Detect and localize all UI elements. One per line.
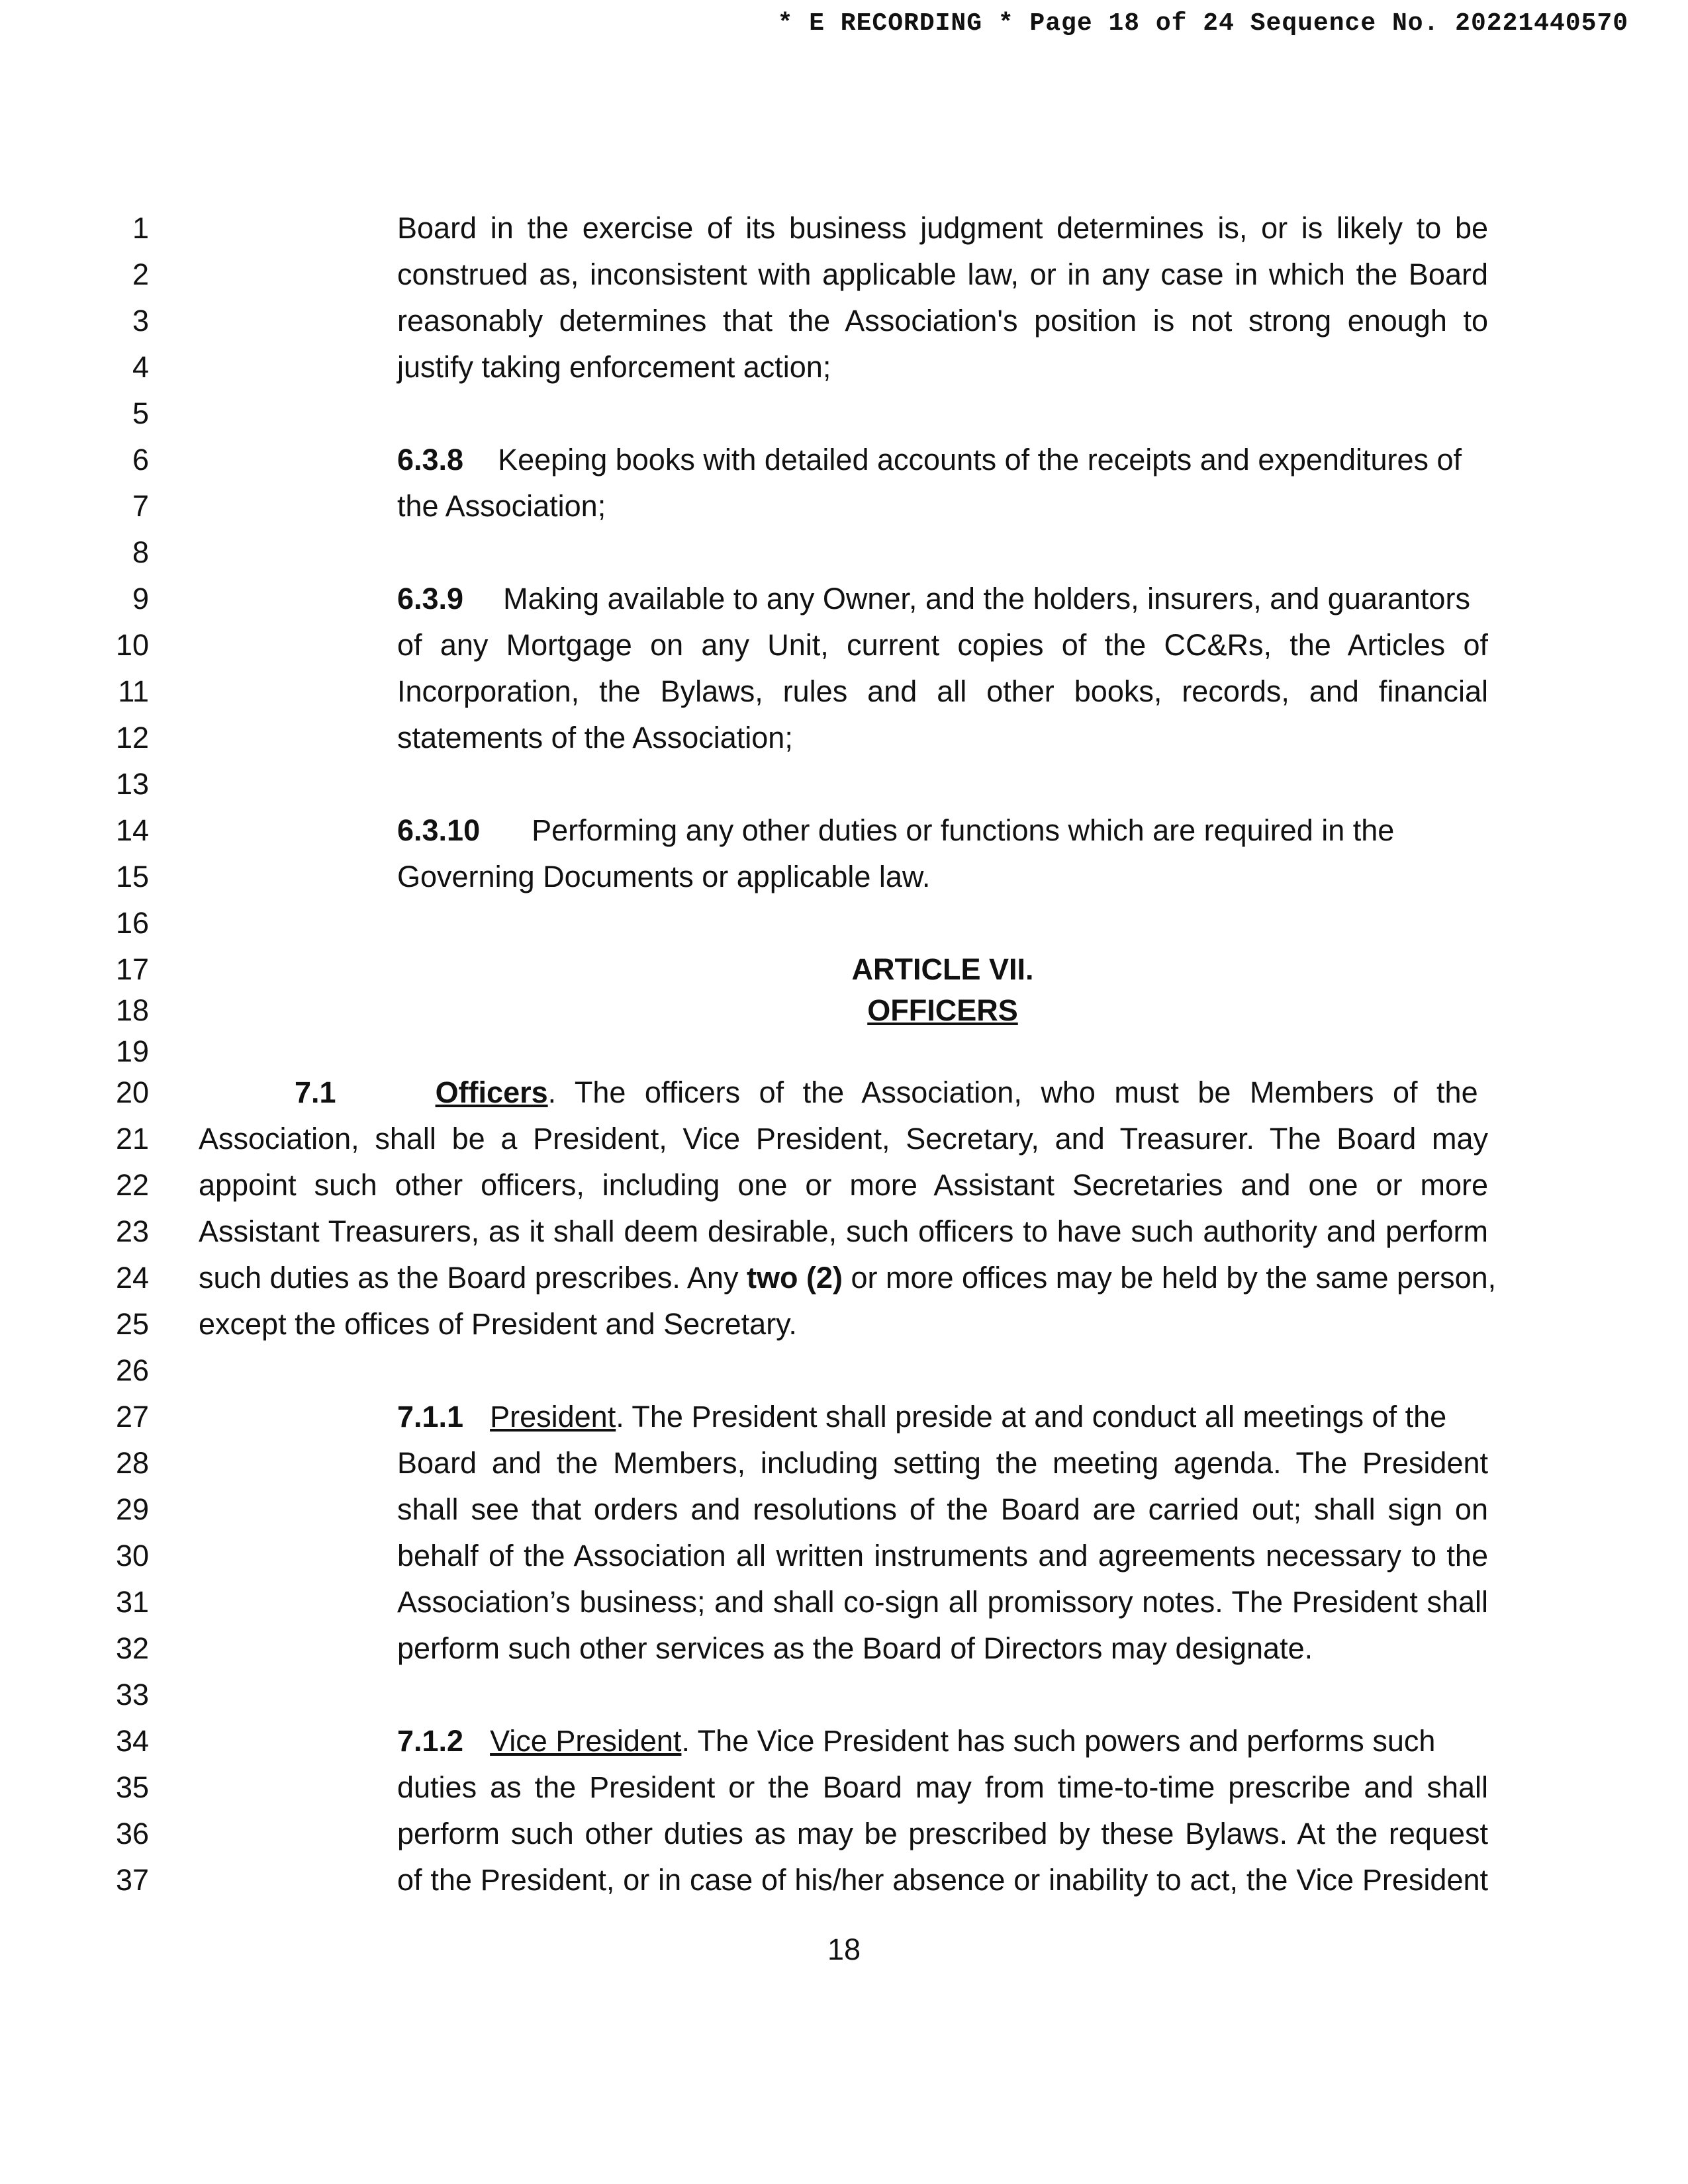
line-number: 19	[115, 1034, 149, 1068]
line-number: 12	[115, 721, 149, 754]
line-number: 31	[115, 1585, 149, 1619]
text-line	[0, 1486, 1688, 1533]
text-line	[0, 715, 1688, 761]
line-number: 33	[115, 1678, 149, 1711]
body-text-line-24	[199, 1255, 1497, 1301]
body-text: Making available to any Owner, and the holders, insurers, and guarantors	[503, 582, 1470, 615]
body-text: Keeping books with detailed accounts of the receipts and expenditures of	[498, 443, 1462, 477]
text-line	[0, 1533, 1688, 1579]
body-text: of the President, or in case of his/her absence or inability to act, the Vice President	[397, 1863, 1488, 1897]
text-line	[0, 1116, 1688, 1162]
text-line	[0, 437, 1688, 483]
text-line	[0, 529, 1688, 576]
body-text: the Association;	[397, 489, 606, 523]
line-number: 24	[115, 1261, 149, 1295]
line-number: 30	[115, 1539, 149, 1572]
line-number: 8	[132, 535, 149, 569]
text-line	[0, 1440, 1688, 1486]
line-number: 4	[132, 350, 149, 384]
text-line	[0, 576, 1688, 622]
text-line	[0, 1028, 1688, 1075]
body-text: behalf of the Association all written instruments and agreements necessary to the	[397, 1539, 1488, 1572]
text-line	[0, 1347, 1688, 1394]
body-text: justify taking enforcement action;	[397, 350, 831, 384]
line-number: 35	[115, 1770, 149, 1804]
text-line	[0, 1069, 1688, 1116]
body-text: except the offices of President and Secretary.	[199, 1307, 797, 1341]
line-number: 3	[132, 304, 149, 338]
text-line	[0, 344, 1688, 390]
line-number: 13	[115, 767, 149, 801]
body-text: perform such other duties as may be prescribed by these Bylaws. At the request	[397, 1817, 1488, 1850]
body-text: duties as the President or the Board may from time-to-time prescribe and shall	[397, 1770, 1488, 1804]
body-text: Board in the exercise of its business judgment determines is, or is likely to be	[397, 211, 1488, 245]
text-line	[0, 390, 1688, 437]
text-line	[0, 807, 1688, 854]
section-6-3-10	[397, 807, 1488, 854]
text-line	[0, 1208, 1688, 1255]
text-line	[0, 622, 1688, 668]
section-7-1-1	[397, 1394, 1488, 1440]
body-text: . The officers of the Association, who must be Members of the	[547, 1075, 1478, 1109]
body-text: or more offices may be held by the same person,	[851, 1261, 1497, 1295]
emphasis-text: two (2)	[746, 1261, 843, 1295]
line-number: 32	[115, 1631, 149, 1665]
text-line	[0, 1579, 1688, 1625]
line-number: 20	[115, 1075, 149, 1109]
line-number: 17	[115, 952, 149, 986]
line-number: 15	[115, 860, 149, 893]
text-line	[0, 1394, 1688, 1440]
text-line	[0, 900, 1688, 946]
text-line	[0, 298, 1688, 344]
text-line	[0, 251, 1688, 298]
section-number: 7.1.2	[397, 1724, 464, 1758]
section-7-1-2	[397, 1718, 1488, 1764]
body-text: construed as, inconsistent with applicable law, or in any case in which the Board	[397, 257, 1488, 291]
text-line	[0, 1857, 1688, 1903]
body-text: statements of the Association;	[397, 721, 793, 754]
article-title-text: OFFICERS	[867, 993, 1018, 1027]
page-number: 18	[827, 1933, 861, 1966]
text-line	[0, 1625, 1688, 1672]
line-number: 36	[115, 1817, 149, 1850]
section-6-3-8	[397, 437, 1488, 483]
recording-header: * E RECORDING * Page 18 of 24 Sequence No. 20221440570	[777, 9, 1628, 38]
line-number: 6	[132, 443, 149, 477]
body-text: Association’s business; and shall co-sign all promissory notes. The President shall	[397, 1585, 1488, 1619]
line-number: 25	[115, 1307, 149, 1341]
section-number: 7.1	[295, 1075, 336, 1109]
section-title: Vice President	[490, 1724, 682, 1758]
body-text: Governing Documents or applicable law.	[397, 860, 931, 893]
line-number: 7	[132, 489, 149, 523]
text-line	[0, 205, 1688, 251]
body-text: reasonably determines that the Association's position is not strong enough to	[397, 304, 1488, 338]
line-number: 27	[115, 1400, 149, 1433]
section-number: 7.1.1	[397, 1400, 464, 1433]
line-number: 23	[115, 1214, 149, 1248]
section-7-1	[295, 1069, 1488, 1116]
section-title: President	[490, 1400, 616, 1433]
text-line	[0, 483, 1688, 529]
text-line	[0, 1811, 1688, 1857]
body-text: . The President shall preside at and conduct all meetings of the	[616, 1400, 1447, 1433]
line-number: 21	[115, 1122, 149, 1156]
article-heading: ARTICLE VII.	[851, 952, 1034, 986]
line-number: 34	[115, 1724, 149, 1758]
body-text: of any Mortgage on any Unit, current copies of the CC&Rs, the Articles of	[397, 628, 1488, 662]
section-6-3-9	[397, 576, 1488, 622]
text-line	[0, 1255, 1688, 1301]
line-number: 10	[115, 628, 149, 662]
section-number: 6.3.10	[397, 813, 481, 847]
text-line	[0, 946, 1688, 993]
text-line	[0, 1672, 1688, 1718]
line-number: 28	[115, 1446, 149, 1480]
line-number: 18	[115, 993, 149, 1027]
line-number: 1	[132, 211, 149, 245]
line-number: 16	[115, 906, 149, 940]
line-number: 5	[132, 396, 149, 430]
article-title	[397, 987, 1488, 1034]
body-text: Incorporation, the Bylaws, rules and all other books, records, and financial	[397, 674, 1488, 708]
text-line	[0, 1764, 1688, 1811]
body-text: . The Vice President has such powers and performs such	[681, 1724, 1436, 1758]
section-number: 6.3.8	[397, 443, 464, 477]
body-text: Association, shall be a President, Vice President, Secretary, and Treasurer. The Board may	[199, 1122, 1488, 1156]
line-number: 11	[118, 674, 149, 708]
line-number: 26	[115, 1353, 149, 1387]
body-text: Board and the Members, including setting the meeting agenda. The President	[397, 1446, 1488, 1480]
text-line	[0, 854, 1688, 900]
section-title: Officers	[435, 1075, 548, 1109]
text-line	[0, 761, 1688, 807]
line-number: 14	[115, 813, 149, 847]
body-text: Assistant Treasurers, as it shall deem desirable, such officers to have such authority and perform	[199, 1214, 1488, 1248]
line-number: 22	[115, 1168, 149, 1202]
line-number: 29	[115, 1492, 149, 1526]
body-text: appoint such other officers, including one or more Assistant Secretaries and one or more	[199, 1168, 1488, 1202]
text-line	[0, 1162, 1688, 1208]
line-number: 37	[115, 1863, 149, 1897]
body-text: such duties as the Board prescribes. Any	[199, 1261, 739, 1295]
body-text: shall see that orders and resolutions of the Board are carried out; shall sign on	[397, 1492, 1488, 1526]
body-text: perform such other services as the Board of Directors may designate.	[397, 1631, 1313, 1665]
body-text: Performing any other duties or functions which are required in the	[532, 813, 1395, 847]
text-line	[0, 1718, 1688, 1764]
section-number: 6.3.9	[397, 582, 464, 615]
text-line	[0, 987, 1688, 1034]
line-number: 9	[132, 582, 149, 615]
text-line	[0, 668, 1688, 715]
line-number: 2	[132, 257, 149, 291]
text-line	[0, 1301, 1688, 1347]
